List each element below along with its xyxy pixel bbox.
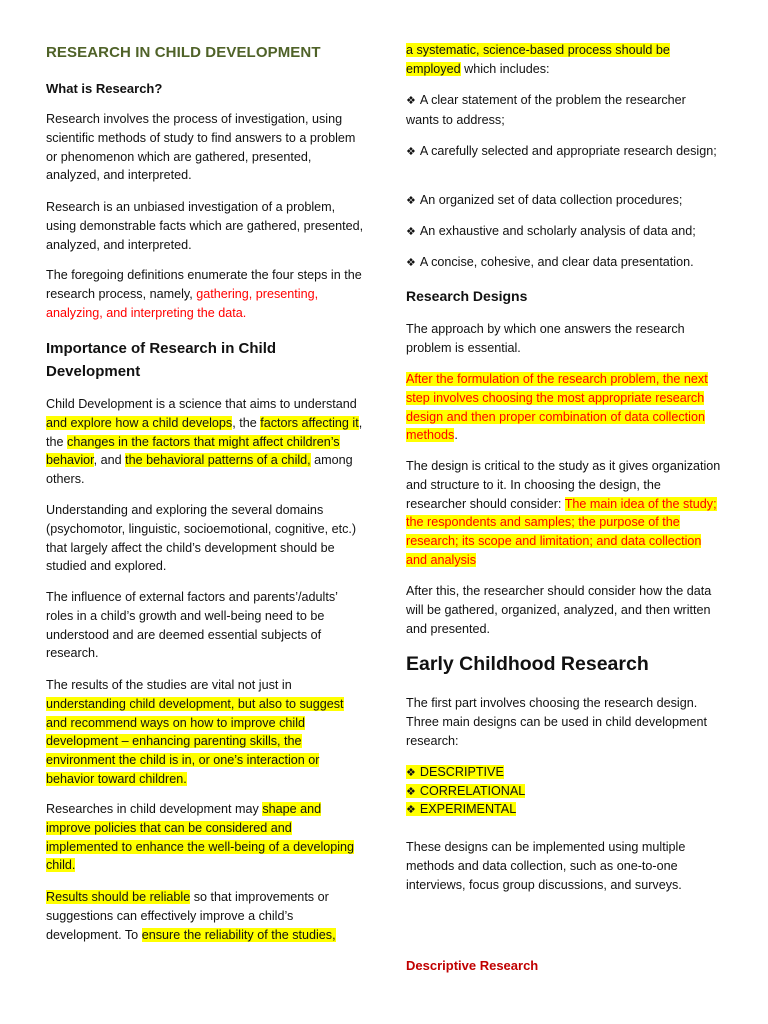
paragraph-shape-policies: Researches in child development may shape and improve policies that can be considered and implemented to enhance the well-being of a developing child. (46, 802, 355, 873)
early-childhood-research-heading: Early Childhood Research (406, 653, 649, 675)
paragraph-designs-implemented: These designs can be implemented using multiple methods and data collection, such as one-to-one interviews, focus group discussions, and surveys. (406, 840, 686, 892)
document-title: RESEARCH IN CHILD DEVELOPMENT (46, 44, 321, 61)
four-steps-red-text: gathering, presenting, analyzing, and interpreting the data. (46, 286, 319, 320)
importance-heading: Importance of Research in Child Development (46, 340, 277, 380)
paragraph-domains: Understanding and exploring the several domains (psychomotor, linguistic, socioemotional, cognitive, etc.) that largely affect the child’s development should be studied and explored. (46, 503, 357, 574)
research-designs-heading: Research Designs (406, 288, 528, 304)
paragraph-systematic-process: a systematic, science-based process should be employed which includes: (406, 43, 670, 76)
paragraph-after-formulation: After the formulation of the research problem, the next step involves choosing the most appropriate research design and then proper combination of data collection methods. (406, 372, 708, 443)
list-item: ❖ CORRELATIONAL (406, 784, 526, 798)
paragraph-four-steps: The foregoing definitions enumerate the four steps in the research process, namely, gathering, presenting, analyzing, and interpreting the data. (46, 268, 362, 320)
what-is-research-heading: What is Research? (46, 81, 163, 96)
list-item: ❖ An exhaustive and scholarly analysis of data and; (406, 224, 696, 238)
paragraph-results-reliable: Results should be reliable so that improvements or suggestions can effectively improve a child’s development. To ensure the reliability of the studies, (46, 890, 336, 942)
paragraph-after-this: After this, the researcher should consider how the data will be gathered, organized, analyzed, and then written and presented. (406, 584, 712, 636)
paragraph-child-development-science: Child Development is a science that aims to understand and explore how a child develops, the factors affecting it, the changes in the factors that might affect children’s behavior, and the behavioral patterns of a child, among others. (46, 397, 363, 487)
paragraph-design-critical: The design is critical to the study as it gives organization and structure to it. In choosing the design, the researcher should consider: The main idea of the study; the respondents and samples; the purpose of the research; its scope and limitation; and data collection and analysis (406, 459, 721, 567)
list-item: ❖ A carefully selected and appropriate research design; (406, 144, 717, 158)
diamond-bullet-icon: ❖ (406, 226, 416, 238)
list-item: ❖ DESCRIPTIVE (406, 765, 504, 779)
diamond-bullet-icon: ❖ (406, 146, 416, 158)
paragraph-external-factors: The influence of external factors and parents’/adults’ roles in a child’s growth and well-being need to be understood and are deemed essential subjects of research. (46, 590, 338, 661)
list-item: ❖ An organized set of data collection procedures; (406, 193, 683, 207)
list-item: ❖ A concise, cohesive, and clear data presentation. (406, 255, 694, 269)
descriptive-research-heading: Descriptive Research (406, 958, 539, 973)
diamond-bullet-icon: ❖ (406, 804, 416, 816)
paragraph-approach: The approach by which one answers the research problem is essential. (406, 322, 685, 355)
list-item: ❖ EXPERIMENTAL (406, 802, 517, 816)
diamond-bullet-icon: ❖ (406, 767, 416, 779)
diamond-bullet-icon: ❖ (406, 195, 416, 207)
paragraph-results-vital: The results of the studies are vital not just in understanding child development, but also to suggest and recommend ways on how to improve child development – enhancing parenting skills, the environment the child is in, or one’s interaction or behavior toward children. (46, 678, 344, 786)
paragraph-unbiased-investigation: Research is an unbiased investigation of a problem, using demonstrable facts which are gathered, presented, analyzed, and interpreted. (46, 200, 364, 252)
paragraph-first-part: The first part involves choosing the research design. Three main designs can be used in child development research: (406, 696, 708, 748)
diamond-bullet-icon: ❖ (406, 257, 416, 269)
list-item: ❖ A clear statement of the problem the researcher wants to address; (406, 93, 686, 127)
paragraph-research-definition: Research involves the process of investigation, using scientific methods of study to find answers to a problem or phenomenon which are gathered, presented, analyzed, and interpreted. (46, 112, 356, 183)
diamond-bullet-icon: ❖ (406, 95, 416, 107)
diamond-bullet-icon: ❖ (406, 786, 416, 798)
